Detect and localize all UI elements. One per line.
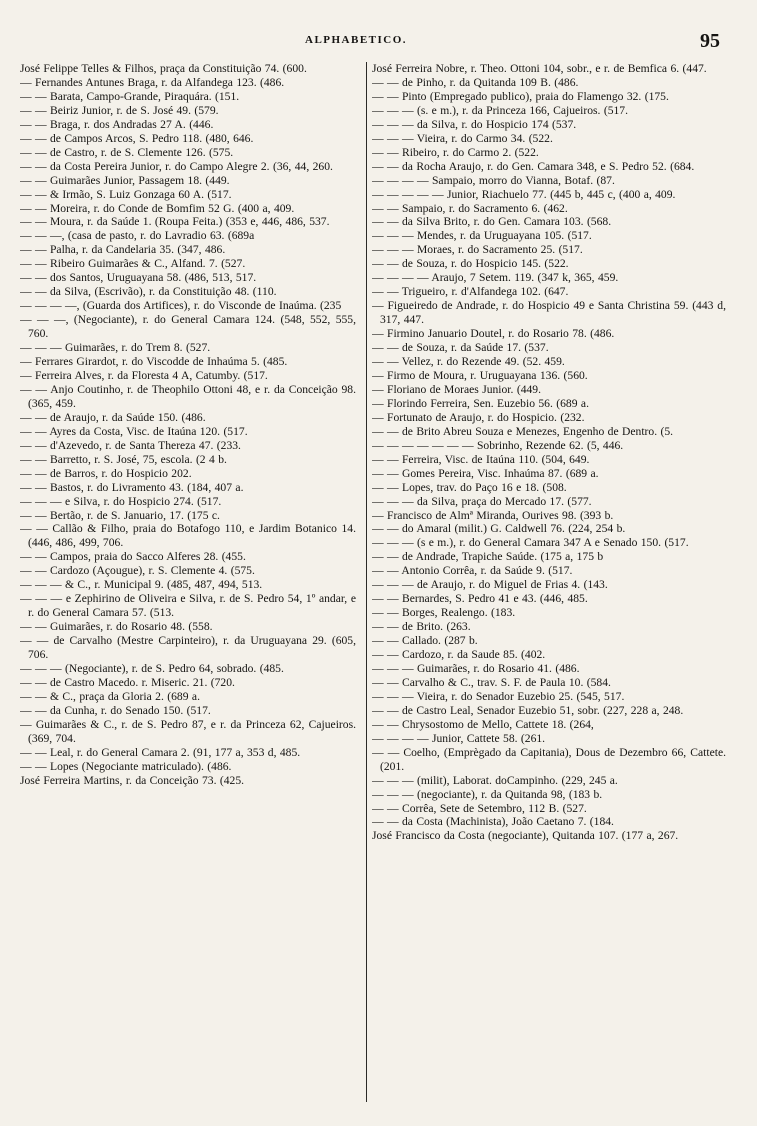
directory-entry: — — — Mendes, r. da Uruguayana 105. (517. bbox=[372, 229, 592, 243]
directory-entry: — — de Castro Macedo. r. Miseric. 21. (720. bbox=[20, 675, 235, 689]
directory-entry: — — Cardozo, r. da Saude 85. (402. bbox=[372, 648, 546, 662]
directory-entry: — — Leal, r. do General Camara 2. (91, 177 a, 353 d, 485. bbox=[20, 745, 301, 759]
directory-entry: — — de Campos Arcos, S. Pedro 118. (480, 646. bbox=[20, 131, 254, 145]
directory-entry: — — Chrysostomo de Mello, Cattete 18. (264, bbox=[372, 717, 594, 731]
directory-entry: — Francisco de Almª Miranda, Ourives 98. (393 b. bbox=[372, 508, 614, 522]
directory-entry: — — Ferreira, Visc. de Itaúna 110. (504, 649. bbox=[372, 452, 590, 466]
directory-entry: — Figueiredo de Andrade, r. do Hospicio 49 e Santa Christina 59. (443 d, 317, 447. bbox=[372, 299, 726, 327]
directory-entry: — — da Silva, (Escrivão), r. da Constituição 48. (110. bbox=[20, 285, 277, 299]
directory-entry: — — & Irmão, S. Luiz Gonzaga 60 A. (517. bbox=[20, 187, 232, 201]
directory-entry: — — Ribeiro, r. do Carmo 2. (522. bbox=[372, 145, 539, 159]
directory-entry: — — —, (casa de pasto, r. do Lavradio 63. (689a bbox=[20, 229, 255, 243]
directory-entry: — — de Carvalho (Mestre Carpinteiro), r. da Uruguayana 29. (605, 706. bbox=[20, 634, 356, 662]
directory-entry: — — — (s e m.), r. do General Camara 347 A e Senado 150. (517. bbox=[372, 536, 689, 550]
directory-entry: — — de Castro Leal, Senador Euzebio 51, sobr. (227, 228 a, 248. bbox=[372, 703, 684, 717]
directory-entry: José Francisco da Costa (negociante), Quitanda 107. (177 a, 267. bbox=[372, 829, 679, 843]
directory-entry: — — — — — Junior, Riachuelo 77. (445 b, 445 c, (400 a, 409. bbox=[372, 187, 676, 201]
directory-entry: — — — (negociante), r. da Quitanda 98, (183 b. bbox=[372, 787, 603, 801]
directory-entry: José Ferreira Nobre, r. Theo. Ottoni 104, sobr., e r. de Bemfica 6. (447. bbox=[372, 62, 707, 75]
directory-entry: — — Bastos, r. do Livramento 43. (184, 407 a. bbox=[20, 480, 244, 494]
directory-entry: — — — — Araujo, 7 Setem. 119. (347 k, 365, 459. bbox=[372, 271, 619, 285]
directory-entry: — — de Souza, r. da Saúde 17. (537. bbox=[372, 341, 549, 355]
directory-entry: — — Barata, Campo-Grande, Piraquára. (151. bbox=[20, 89, 240, 103]
directory-entry: — — — da Silva, r. do Hospicio 174 (537. bbox=[372, 117, 577, 131]
directory-entry: — — —, (Negociante), r. do General Camara 124. (548, 552, 555, 760. bbox=[20, 313, 356, 341]
directory-entry: — — de Araujo, r. da Saúde 150. (486. bbox=[20, 410, 206, 424]
directory-entry: — — Bertão, r. de S. Januario, 17. (175 c. bbox=[20, 508, 220, 522]
directory-entry: — — Ayres da Costa, Visc. de Itaúna 120. (517. bbox=[20, 424, 248, 438]
directory-entry: — — Callado. (287 b. bbox=[372, 634, 478, 648]
directory-entry: — — — de Araujo, r. do Miguel de Frias 4. (143. bbox=[372, 578, 608, 592]
directory-entry: — — — Moraes, r. do Sacramento 25. (517. bbox=[372, 243, 583, 257]
directory-entry: — — Pinto (Empregado publico), praia do Flamengo 32. (175. bbox=[372, 89, 669, 103]
directory-entry: — Floriano de Moraes Junior. (449. bbox=[372, 382, 541, 396]
directory-entry: — — de Barros, r. do Hospicio 202. bbox=[20, 466, 192, 480]
left-column bbox=[20, 62, 356, 1102]
directory-entry: — — da Silva Brito, r. do Gen. Camara 103. (568. bbox=[372, 215, 612, 229]
directory-entry: — — — Vieira, r. do Senador Euzebio 25. (545, 517. bbox=[372, 689, 625, 703]
column-divider bbox=[366, 62, 367, 1102]
directory-entry: — — Carvalho & C., trav. S. F. de Paula 10. (584. bbox=[372, 675, 611, 689]
directory-entry: — — Moura, r. da Saúde 1. (Roupa Feita.) (353 e, 446, 486, 537. bbox=[20, 215, 330, 229]
directory-entry: — — — — Sampaio, morro do Vianna, Botaf. (87. bbox=[372, 173, 615, 187]
directory-entry: — — Campos, praia do Sacco Alferes 28. (455. bbox=[20, 550, 246, 564]
directory-entry: — — de Pinho, r. da Quitanda 109 B. (486. bbox=[372, 75, 579, 89]
directory-entry: — — — (Negociante), r. de S. Pedro 64, sobrado. (485. bbox=[20, 661, 284, 675]
directory-entry: — Fortunato de Araujo, r. do Hospicio. (232. bbox=[372, 410, 585, 424]
directory-entry: — — Callão & Filho, praia do Botafogo 110, e Jardim Botanico 14. (446, 486, 499, 706. bbox=[20, 522, 356, 550]
directory-entry: José Felippe Telles & Filhos, praça da Constituição 74. (600. bbox=[20, 62, 307, 75]
right-column bbox=[372, 62, 726, 1102]
directory-entry: — — — — Junior, Cattete 58. (261. bbox=[372, 731, 546, 745]
directory-entry: — — — & C., r. Municipal 9. (485, 487, 494, 513. bbox=[20, 578, 263, 592]
directory-entry: — — Trigueiro, r. d'Alfandega 102. (647. bbox=[372, 285, 569, 299]
directory-entry: — — Cardozo (Açougue), r. S. Clemente 4. (575. bbox=[20, 564, 255, 578]
directory-entry: — — do Amaral (milit.) G. Caldwell 76. (224, 254 b. bbox=[372, 522, 626, 536]
directory-entry: — — de Castro, r. de S. Clemente 126. (575. bbox=[20, 145, 234, 159]
directory-entry: — Guimarães & C., r. de S. Pedro 87, e r. da Princeza 62, Cajueiros. (369, 704. bbox=[20, 717, 356, 745]
directory-entry: — — — e Zephirino de Oliveira e Silva, r. de S. Pedro 54, 1º andar, e r. do General Camara 57. (513. bbox=[20, 592, 356, 620]
directory-entry: — — — e Silva, r. do Hospicio 274. (517. bbox=[20, 494, 222, 508]
directory-entry: — — da Cunha, r. do Senado 150. (517. bbox=[20, 703, 211, 717]
directory-entry: — — de Brito Abreu Souza e Menezes, Engenho de Dentro. (5. bbox=[372, 424, 674, 438]
directory-entry: — — Coelho, (Emprègado da Capitania), Dous de Dezembro 66, Cattete. (201. bbox=[372, 745, 726, 773]
directory-entry: — — Guimarães, r. do Rosario 48. (558. bbox=[20, 620, 213, 634]
directory-entry: — — & C., praça da Gloria 2. (689 a. bbox=[20, 689, 200, 703]
page-header bbox=[0, 30, 757, 52]
directory-entry: — — Braga, r. dos Andradas 27 A. (446. bbox=[20, 117, 214, 131]
directory-entry: — — — Guimarães, r. do Rosario 41. (486. bbox=[372, 661, 580, 675]
directory-entry: — Fernandes Antunes Braga, r. da Alfandega 123. (486. bbox=[20, 75, 285, 89]
directory-entry: — — Bernardes, S. Pedro 41 e 43. (446, 485. bbox=[372, 592, 588, 606]
directory-entry: — — da Rocha Araujo, r. do Gen. Camara 348, e S. Pedro 52. (684. bbox=[372, 159, 695, 173]
directory-entry: — — — (s. e m.), r. da Princeza 166, Cajueiros. (517. bbox=[372, 103, 628, 117]
directory-entry: — — Guimarães Junior, Passagem 18. (449. bbox=[20, 173, 230, 187]
directory-entry: — — — (milit), Laborat. doCampinho. (229, 245 a. bbox=[372, 773, 618, 787]
directory-entry: — — dos Santos, Uruguayana 58. (486, 513, 517. bbox=[20, 271, 257, 285]
directory-entry: — Florindo Ferreira, Sen. Euzebio 56. (689 a. bbox=[372, 396, 589, 410]
directory-entry: — — de Souza, r. do Hospicio 145. (522. bbox=[372, 257, 569, 271]
directory-entry: — — — —, (Guarda dos Artifices), r. do Visconde de Inaúma. (235 bbox=[20, 299, 342, 313]
directory-entry: — — Beiriz Junior, r. de S. José 49. (579. bbox=[20, 103, 219, 117]
directory-entry: — Ferreira Alves, r. da Floresta 4 A, Catumby. (517. bbox=[20, 368, 268, 382]
directory-entry: — — Palha, r. da Candelaria 35. (347, 486. bbox=[20, 243, 226, 257]
directory-entry: — — Anjo Coutinho, r. de Theophilo Ottoni 48, e r. da Conceição 98. (365, 459. bbox=[20, 382, 356, 410]
directory-entry: — — — Guimarães, r. do Trem 8. (527. bbox=[20, 341, 211, 355]
directory-entry: — — Sampaio, r. do Sacramento 6. (462. bbox=[372, 201, 568, 215]
directory-entry: — — Lopes, trav. do Paço 16 e 18. (508. bbox=[372, 480, 567, 494]
directory-entry: — — Antonio Corrêa, r. da Saúde 9. (517. bbox=[372, 564, 573, 578]
directory-entry: — — Lopes (Negociante matriculado). (486. bbox=[20, 759, 232, 773]
directory-entry: — — Moreira, r. do Conde de Bomfim 52 G. (400 a, 409. bbox=[20, 201, 295, 215]
directory-entry: — — — da Silva, praça do Mercado 17. (577. bbox=[372, 494, 592, 508]
directory-entry: José Ferreira Martins, r. da Conceição 73. (425. bbox=[20, 773, 245, 787]
directory-entry: — — — — — — — Sobrinho, Rezende 62. (5, 446. bbox=[372, 438, 624, 452]
directory-entry: — — Borges, Realengo. (183. bbox=[372, 606, 516, 620]
directory-entry: — — d'Azevedo, r. de Santa Thereza 47. (233. bbox=[20, 438, 241, 452]
directory-entry: — — da Costa Pereira Junior, r. do Campo Alegre 2. (36, 44, 260. bbox=[20, 159, 333, 173]
directory-entry: — — Vellez, r. do Rezende 49. (52. 459. bbox=[372, 355, 565, 369]
directory-entry: — — Corrêa, Sete de Setembro, 112 B. (527. bbox=[372, 801, 587, 815]
directory-entry: — Firmino Januario Doutel, r. do Rosario 78. (486. bbox=[372, 327, 615, 341]
page-number: 95 bbox=[700, 30, 720, 52]
directory-entry: — — de Brito. (263. bbox=[372, 620, 471, 634]
directory-entry: — — Barretto, r. S. José, 75, escola. (2 4 b. bbox=[20, 452, 227, 466]
directory-entry: — — da Costa (Machinista), João Caetano 7. (184. bbox=[372, 815, 614, 829]
directory-entry: — — de Andrade, Trapiche Saúde. (175 a, 175 b bbox=[372, 550, 604, 564]
directory-entry: — Ferrares Girardot, r. do Viscodde de Inhaúma 5. (485. bbox=[20, 355, 288, 369]
directory-entry: — Firmo de Moura, r. Uruguayana 136. (560. bbox=[372, 368, 588, 382]
directory-entry: — — Gomes Pereira, Visc. Inhaúma 87. (689 a. bbox=[372, 466, 599, 480]
directory-entry: — — Ribeiro Guimarães & C., Alfand. 7. (527. bbox=[20, 257, 246, 271]
running-title: ALPHABETICO. bbox=[305, 34, 408, 46]
directory-entry: — — — Vieira, r. do Carmo 34. (522. bbox=[372, 131, 553, 145]
